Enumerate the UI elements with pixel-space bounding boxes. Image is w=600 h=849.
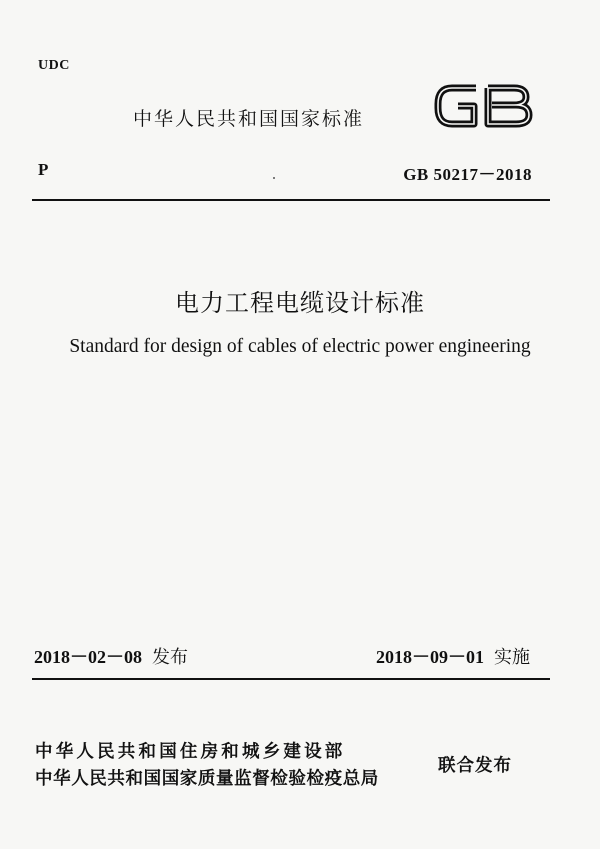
footer-divider: [32, 678, 550, 680]
title-chinese: 电力工程电缆设计标准: [175, 289, 425, 317]
implementation-date: [376, 643, 530, 669]
issue-date-value: 2018－02－08: [34, 647, 142, 667]
issue-date: [34, 643, 188, 669]
scan-speck: [273, 177, 275, 179]
issue-label: 发布: [152, 647, 188, 668]
standard-number: GB 50217－2018: [403, 165, 532, 184]
publisher-aqsiq: 中华人民共和国国家质量监督检验检疫总局: [35, 769, 379, 789]
udc-label: UDC: [38, 58, 70, 73]
title-english: Standard for design of cables of electric power engineering: [69, 336, 531, 357]
gb-logo-icon: [430, 78, 536, 134]
national-standard-heading: 中华人民共和国国家标准: [133, 108, 365, 130]
publisher-ministry-housing: 中华人民共和国住房和城乡建设部: [35, 742, 346, 762]
implementation-label: 实施: [494, 647, 530, 668]
joint-release-label: 联合发布: [438, 756, 512, 776]
implementation-date-value: 2018－09－01: [376, 647, 484, 667]
classification-code: P: [38, 160, 49, 179]
header-divider: [32, 199, 550, 201]
